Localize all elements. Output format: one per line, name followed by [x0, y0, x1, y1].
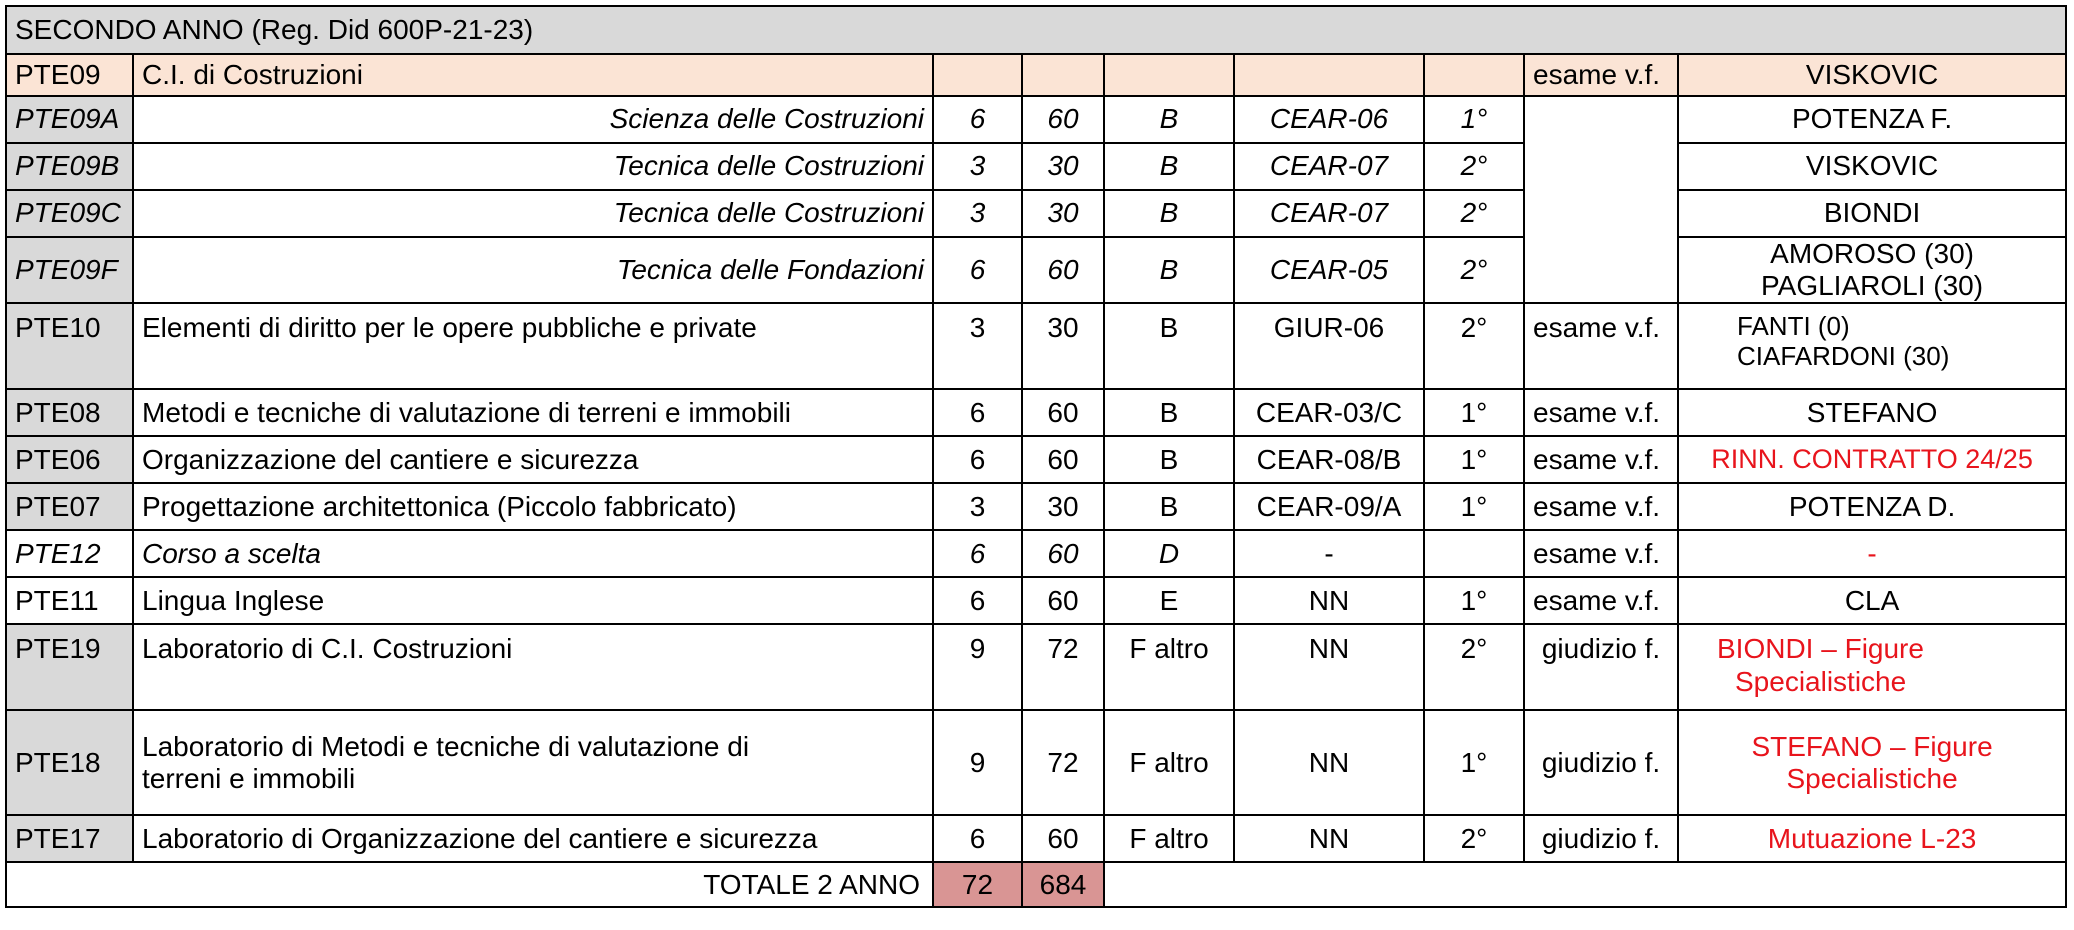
course-semester: 2°: [1424, 190, 1524, 237]
course-exam: esame v.f.: [1524, 577, 1678, 624]
teacher-line: CIAFARDONI (30): [1737, 341, 1950, 372]
table-row: [6, 190, 2066, 237]
course-type: B: [1104, 436, 1234, 483]
course-hours: 60: [1022, 436, 1104, 483]
course-teacher: -: [1678, 530, 2066, 577]
course-name: Lingua Inglese: [133, 577, 933, 624]
table-row: [6, 710, 2066, 815]
course-code: PTE10: [6, 303, 133, 389]
course-name: Laboratorio di C.I. Costruzioni: [133, 624, 933, 710]
course-cfu: 9: [933, 624, 1022, 710]
course-exam: giudizio f.: [1524, 815, 1678, 862]
table-row: [6, 815, 2066, 862]
course-name: Laboratorio di Organizzazione del cantiere e sicurezza: [133, 815, 933, 862]
course-ssd: -: [1234, 530, 1424, 577]
course-semester: 1°: [1424, 96, 1524, 143]
course-ssd: NN: [1234, 815, 1424, 862]
course-code: PTE09A: [6, 96, 133, 143]
course-code: PTE19: [6, 624, 133, 710]
teacher-line: Specialistiche: [1786, 762, 1958, 794]
table-row: [6, 143, 2066, 190]
course-teacher: [1678, 710, 2066, 815]
course-ssd: CEAR-07: [1234, 143, 1424, 190]
course-ssd: CEAR-03/C: [1234, 389, 1424, 436]
course-type: E: [1104, 577, 1234, 624]
course-type: B: [1104, 303, 1234, 389]
course-cfu: 3: [933, 190, 1022, 237]
group-cfu: [933, 54, 1022, 96]
table-row: [6, 436, 2066, 483]
section-title: SECONDO ANNO (Reg. Did 600P-21-23): [6, 6, 2066, 54]
course-cfu: 3: [933, 483, 1022, 530]
group-sem: [1424, 54, 1524, 96]
course-hours: 60: [1022, 96, 1104, 143]
course-hours: 30: [1022, 143, 1104, 190]
course-teacher: STEFANO: [1678, 389, 2066, 436]
course-semester: 1°: [1424, 577, 1524, 624]
course-semester: 2°: [1424, 624, 1524, 710]
course-hours: 30: [1022, 303, 1104, 389]
course-exam: esame v.f.: [1524, 436, 1678, 483]
course-type: F altro: [1104, 815, 1234, 862]
course-hours: 72: [1022, 624, 1104, 710]
course-cfu: 6: [933, 237, 1022, 303]
course-type: D: [1104, 530, 1234, 577]
course-code: PTE09B: [6, 143, 133, 190]
teacher-line: FANTI (0): [1737, 311, 1850, 342]
course-type: B: [1104, 483, 1234, 530]
table-row: [6, 624, 2066, 710]
course-name: Metodi e tecniche di valutazione di terreni e immobili: [133, 389, 933, 436]
course-name: [133, 710, 933, 815]
curriculum-table: [5, 5, 2067, 908]
course-semester: 2°: [1424, 303, 1524, 389]
course-hours: 72: [1022, 710, 1104, 815]
course-ssd: CEAR-05: [1234, 237, 1424, 303]
course-exam: esame v.f.: [1524, 483, 1678, 530]
course-teacher: [1678, 624, 2066, 710]
course-type: B: [1104, 237, 1234, 303]
total-row: [6, 862, 2066, 907]
table-row: [6, 483, 2066, 530]
course-teacher: POTENZA D.: [1678, 483, 2066, 530]
course-cfu: 6: [933, 577, 1022, 624]
group-name: C.I. di Costruzioni: [133, 54, 933, 96]
table-row: [6, 237, 2066, 303]
course-exam: esame v.f.: [1524, 530, 1678, 577]
course-type: F altro: [1104, 624, 1234, 710]
course-exam: esame v.f.: [1524, 389, 1678, 436]
course-teacher: [1678, 237, 2066, 303]
course-teacher: RINN. CONTRATTO 24/25: [1678, 436, 2066, 483]
course-code: PTE17: [6, 815, 133, 862]
course-semester: 2°: [1424, 143, 1524, 190]
course-exam: esame v.f.: [1524, 303, 1678, 389]
total-label: TOTALE 2 ANNO: [6, 862, 933, 907]
course-name: Organizzazione del cantiere e sicurezza: [133, 436, 933, 483]
course-cfu: 3: [933, 143, 1022, 190]
teacher-line: STEFANO – Figure: [1751, 730, 1993, 762]
course-ssd: CEAR-07: [1234, 190, 1424, 237]
course-cfu: 6: [933, 436, 1022, 483]
course-type: F altro: [1104, 710, 1234, 815]
course-teacher: Mutuazione L-23: [1678, 815, 2066, 862]
teacher-line: Specialistiche: [1735, 665, 1907, 697]
course-code: PTE11: [6, 577, 133, 624]
course-cfu: 3: [933, 303, 1022, 389]
course-exam: giudizio f.: [1524, 710, 1678, 815]
course-teacher: VISKOVIC: [1678, 143, 2066, 190]
course-cfu: 6: [933, 530, 1022, 577]
course-code: PTE07: [6, 483, 133, 530]
table-row: [6, 96, 2066, 143]
table-row: [6, 303, 2066, 389]
course-code: PTE09F: [6, 237, 133, 303]
course-name: Tecnica delle Costruzioni: [133, 143, 933, 190]
course-teacher: BIONDI: [1678, 190, 2066, 237]
course-ssd: NN: [1234, 577, 1424, 624]
course-code: PTE06: [6, 436, 133, 483]
course-cfu: 6: [933, 96, 1022, 143]
course-ssd: CEAR-06: [1234, 96, 1424, 143]
group-exam-blank: [1524, 96, 1678, 303]
course-code: PTE08: [6, 389, 133, 436]
course-teacher: POTENZA F.: [1678, 96, 2066, 143]
course-hours: 30: [1022, 483, 1104, 530]
course-semester: 1°: [1424, 436, 1524, 483]
group-code: PTE09: [6, 54, 133, 96]
course-name-line: Laboratorio di Metodi e tecniche di valutazione di: [142, 730, 750, 762]
course-cfu: 6: [933, 389, 1022, 436]
course-code: PTE09C: [6, 190, 133, 237]
teacher-line: PAGLIAROLI (30): [1761, 270, 1984, 302]
group-row: [6, 54, 2066, 96]
table-row: [6, 389, 2066, 436]
course-hours: 60: [1022, 530, 1104, 577]
total-cfu: 72: [933, 862, 1022, 907]
course-code: PTE18: [6, 710, 133, 815]
course-hours: 60: [1022, 815, 1104, 862]
teacher-line: BIONDI – Figure: [1717, 633, 1924, 665]
course-name: Tecnica delle Fondazioni: [133, 237, 933, 303]
course-name: Elementi di diritto per le opere pubbliche e private: [133, 303, 933, 389]
course-teacher: [1678, 303, 2066, 389]
table-row: [6, 577, 2066, 624]
course-name: Tecnica delle Costruzioni: [133, 190, 933, 237]
total-hours: 684: [1022, 862, 1104, 907]
group-hours: [1022, 54, 1104, 96]
course-exam: giudizio f.: [1524, 624, 1678, 710]
course-cfu: 6: [933, 815, 1022, 862]
course-semester: 1°: [1424, 483, 1524, 530]
group-type: [1104, 54, 1234, 96]
group-ssd: [1234, 54, 1424, 96]
section-header-row: [6, 6, 2066, 54]
teacher-line: AMOROSO (30): [1770, 238, 1974, 269]
course-hours: 60: [1022, 237, 1104, 303]
course-name: Scienza delle Costruzioni: [133, 96, 933, 143]
course-hours: 60: [1022, 577, 1104, 624]
course-semester: 1°: [1424, 389, 1524, 436]
total-blank: [1104, 862, 2066, 907]
course-code: PTE12: [6, 530, 133, 577]
course-ssd: NN: [1234, 624, 1424, 710]
course-name-line: terreni e immobili: [142, 762, 356, 794]
course-hours: 30: [1022, 190, 1104, 237]
course-semester: 2°: [1424, 237, 1524, 303]
course-ssd: CEAR-09/A: [1234, 483, 1424, 530]
course-type: B: [1104, 96, 1234, 143]
course-semester: [1424, 530, 1524, 577]
course-type: B: [1104, 389, 1234, 436]
course-teacher: CLA: [1678, 577, 2066, 624]
course-type: B: [1104, 143, 1234, 190]
course-ssd: GIUR-06: [1234, 303, 1424, 389]
course-name: Corso a scelta: [133, 530, 933, 577]
course-semester: 1°: [1424, 710, 1524, 815]
course-cfu: 9: [933, 710, 1022, 815]
course-hours: 60: [1022, 389, 1104, 436]
table-row: [6, 530, 2066, 577]
course-type: B: [1104, 190, 1234, 237]
course-ssd: NN: [1234, 710, 1424, 815]
course-semester: 2°: [1424, 815, 1524, 862]
course-name: Progettazione architettonica (Piccolo fabbricato): [133, 483, 933, 530]
group-teacher: VISKOVIC: [1678, 54, 2066, 96]
course-ssd: CEAR-08/B: [1234, 436, 1424, 483]
group-exam: esame v.f.: [1524, 54, 1678, 96]
